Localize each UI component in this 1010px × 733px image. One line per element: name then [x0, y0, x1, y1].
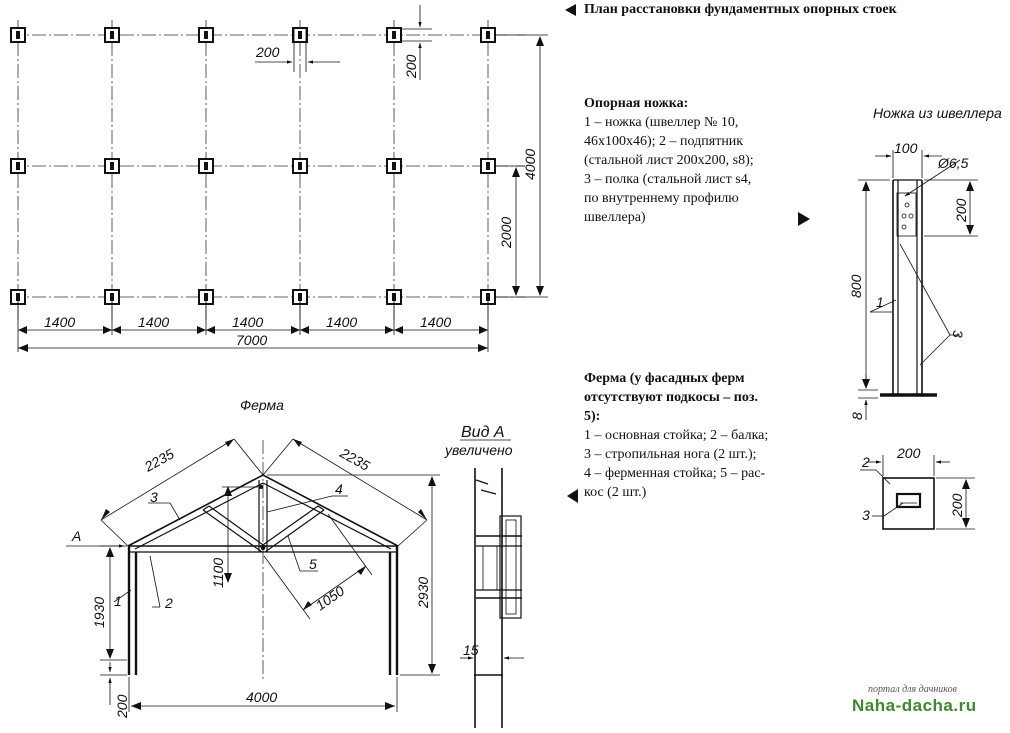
- watermark-tagline: портал для дачников: [868, 684, 957, 695]
- truss-text-marker: [567, 489, 578, 503]
- plan-post-core: [298, 293, 302, 301]
- plan-dim-gap: 200: [256, 44, 280, 60]
- leg-description: [584, 94, 814, 227]
- plan-post-core: [110, 293, 114, 301]
- leg-description-line: 3 – полка (стальной лист s4,: [584, 172, 752, 187]
- truss-dim-king-post: 1100: [210, 557, 226, 588]
- plan-width-dims: [495, 35, 548, 297]
- truss-callout-4: 4: [335, 481, 343, 497]
- truss-description-line: 3 – стропильная нога (2 шт.);: [584, 447, 757, 462]
- leg-drawing: [798, 105, 1002, 529]
- plan-post-core: [486, 31, 490, 39]
- plan-post-core: [204, 293, 208, 301]
- truss-drawing-title: Ферма: [240, 397, 284, 413]
- plan-dim-width-half: 2000: [498, 216, 514, 248]
- plan-post-core: [486, 293, 490, 301]
- plan-post-core: [298, 162, 302, 170]
- truss-description-title: отсутствуют подкосы – поз.: [584, 390, 758, 405]
- plan-post-core: [16, 31, 20, 39]
- truss-callout-2: 2: [165, 595, 173, 611]
- leg-dim-hole: Ø6,5: [938, 155, 969, 171]
- plan-post-core: [392, 293, 396, 301]
- plan-dim-width-full: 4000: [522, 148, 538, 180]
- truss-dim-total-height: 2930: [415, 576, 431, 608]
- truss-description-line: кос (2 шт.): [584, 485, 647, 500]
- leg-callout-3: 3: [950, 330, 966, 338]
- leg-callout-1: 1: [876, 294, 884, 310]
- truss-description-line: 4 – ферменная стойка; 5 – рас-: [584, 466, 766, 481]
- leg-drawing-title: Ножка из швеллера: [873, 105, 1002, 121]
- plan-grid-axes: [10, 20, 525, 320]
- foundation-plan: [10, 5, 548, 352]
- plan-dim-span-5: 1400: [420, 314, 452, 330]
- plate-callout-3: 3: [862, 507, 870, 523]
- truss-description: [584, 369, 814, 502]
- truss-dim-post-height: 1930: [91, 596, 107, 628]
- view-a-detail: [444, 424, 524, 728]
- truss-callout-5: 5: [309, 556, 317, 572]
- plate-dim-h: 200: [949, 493, 965, 517]
- leg-description-line: (стальной лист 200х200, s8);: [584, 153, 754, 168]
- plan-title-marker: [565, 4, 576, 16]
- truss-dim-rafter-left: 2235: [141, 445, 177, 475]
- truss-callout-3: 3: [150, 489, 158, 505]
- truss-description-line: 1 – основная стойка; 2 – балка;: [584, 428, 769, 443]
- leg-description-line: 46х100х46); 2 – подпятник: [584, 134, 744, 149]
- plan-post-core: [16, 293, 20, 301]
- view-a-subtitle: увеличено: [445, 442, 513, 458]
- truss-description-title: 5):: [584, 409, 601, 424]
- leg-description-title: Опорная ножка:: [584, 96, 689, 111]
- leg-description-line: по внутреннему профилю: [584, 191, 739, 206]
- plate-callout-2: 2: [862, 454, 870, 470]
- truss-view-marker: A: [72, 528, 82, 544]
- plan-post-core: [204, 162, 208, 170]
- plan-dim-span-3: 1400: [232, 314, 264, 330]
- plan-post-core: [110, 31, 114, 39]
- plan-length-dims: [18, 300, 488, 352]
- leg-dim-base: 8: [849, 412, 865, 420]
- plan-dim-length-full: 7000: [236, 332, 268, 348]
- plan-post-core: [204, 31, 208, 39]
- view-a-title: Вид A: [461, 424, 505, 441]
- leg-description-line: швеллера): [584, 210, 646, 225]
- truss-dim-rafter-right: 2235: [337, 444, 373, 474]
- truss-description-title: Ферма (у фасадных ферм: [584, 371, 745, 386]
- truss-drawing: [66, 397, 440, 719]
- leg-description-line: 1 – ножка (швеллер № 10,: [584, 115, 739, 130]
- leg-dim-height: 800: [848, 274, 864, 298]
- plan-dim-span-4: 1400: [326, 314, 358, 330]
- plan-post-core: [392, 162, 396, 170]
- plan-post-core: [392, 31, 396, 39]
- truss-callout-1: 1: [114, 593, 122, 609]
- plan-post-core: [110, 162, 114, 170]
- plan-post-core: [298, 31, 302, 39]
- watermark-site: Naha-dacha.ru: [852, 696, 977, 715]
- plan-dim-post: 200: [403, 54, 419, 78]
- plan-post-core: [16, 162, 20, 170]
- view-a-dim-gap: 15: [463, 642, 479, 658]
- leg-dim-width: 100: [894, 140, 918, 156]
- truss-dim-foot: 200: [114, 694, 130, 718]
- plan-title: План расстановки фундаментных опорных стоек: [584, 2, 897, 17]
- leg-dim-shelf: 200: [953, 198, 969, 222]
- post-detail-dims: [255, 5, 432, 80]
- plan-dim-span-1: 1400: [44, 314, 76, 330]
- truss-dim-brace: 1050: [312, 582, 348, 614]
- plate-dim-w: 200: [897, 445, 921, 461]
- plan-dim-span-2: 1400: [138, 314, 170, 330]
- truss-dim-span: 4000: [246, 689, 278, 705]
- plan-post-core: [486, 162, 490, 170]
